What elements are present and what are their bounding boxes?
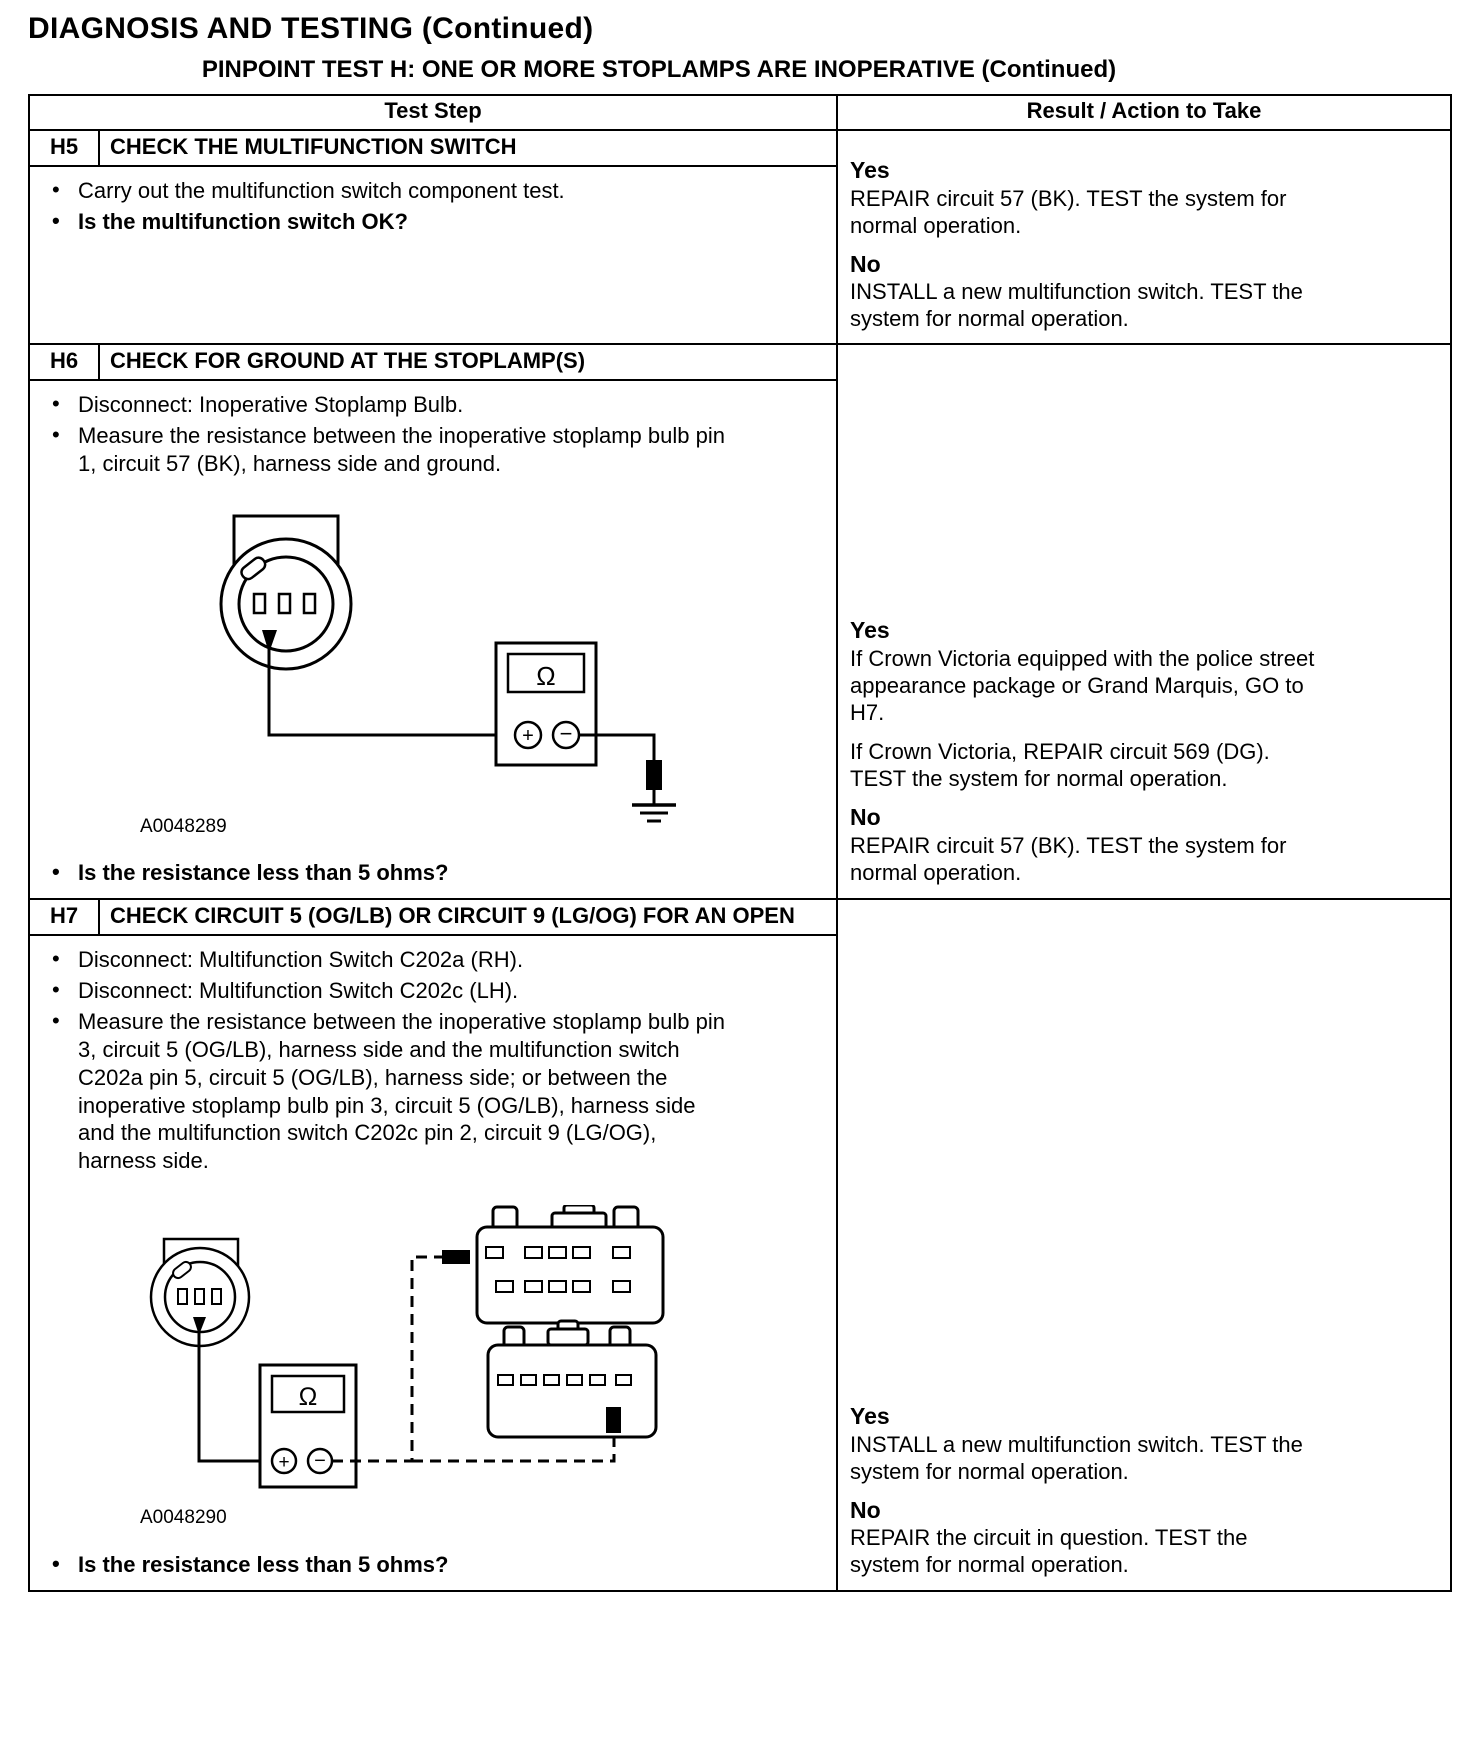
connector-c202a-icon (477, 1205, 663, 1323)
connectors-multimeter-test-diagram (136, 1205, 686, 1530)
probe-tip (442, 1250, 470, 1264)
bulb-socket-icon (151, 1239, 249, 1346)
result-no-label: No (850, 250, 881, 277)
ohm-symbol: Ω (536, 660, 556, 691)
table-row (29, 899, 1451, 935)
step-id-h6: H6 (29, 344, 99, 380)
step-bullet: • Disconnect: Multifunction Switch C202a (RH). (36, 946, 728, 974)
step-bullet: • Measure the resistance between the inoperative stoplamp bulb pin 1, circuit 57 (BK), harness side and ground. (36, 422, 728, 478)
probe-tip (646, 760, 662, 790)
figure-h7 (136, 1205, 830, 1536)
result-yes-label: Yes (850, 157, 890, 183)
result-no-label: No (850, 1496, 881, 1523)
multimeter-icon (496, 643, 596, 765)
figure-label: A0048290 (140, 1507, 227, 1529)
table-row (29, 130, 1451, 166)
result-cell-h6 (837, 344, 1451, 899)
page-title: DIAGNOSIS AND TESTING (Continued) (28, 12, 594, 45)
figure-label: A0048289 (140, 815, 227, 837)
step-id-h7: H7 (29, 899, 99, 935)
result-yes-label: Yes (850, 1402, 890, 1429)
column-header-test-step: Test Step (29, 95, 837, 130)
step-question: • Is the resistance less than 5 ohms? (36, 1552, 830, 1578)
result-yes-label: Yes (850, 617, 890, 644)
result-cell-h7 (837, 899, 1451, 1592)
ohm-symbol: Ω (298, 1383, 318, 1412)
result-no-text: REPAIR the circuit in question. TEST the system for normal operation. (850, 1525, 1248, 1578)
bulb-socket-ground-test-diagram (136, 508, 686, 838)
minus-terminal-label: − (314, 1450, 326, 1473)
step-list (36, 391, 830, 478)
step-bullet: • Carry out the multifunction switch component test. (36, 177, 728, 205)
step-bullet: • Disconnect: Multifunction Switch C202c (LH). (36, 977, 728, 1005)
step-question: • Is the resistance less than 5 ohms? (36, 860, 830, 886)
result-yes-text: REPAIR circuit 57 (BK). TEST the system for normal operation. (850, 185, 1287, 238)
plus-terminal-label: + (278, 1452, 290, 1474)
multimeter-icon (260, 1365, 356, 1487)
result-no-text: INSTALL a new multifunction switch. TEST the system for normal operation. (850, 279, 1303, 332)
step-list (36, 177, 830, 236)
step-body-h5 (29, 166, 837, 344)
result-cell-h5 (837, 130, 1451, 344)
step-body-h6 (29, 380, 837, 899)
step-body-h7 (29, 935, 837, 1592)
result-yes-text: INSTALL a new multifunction switch. TEST the system for normal operation. (850, 1431, 1303, 1484)
result-no-text: REPAIR circuit 57 (BK). TEST the system for normal operation. (850, 832, 1287, 885)
pinpoint-test-title: PINPOINT TEST H: ONE OR MORE STOPLAMPS ARE INOPERATIVE (Continued) (201, 56, 1117, 83)
step-title-h6: CHECK FOR GROUND AT THE STOPLAMP(S) (99, 344, 837, 380)
plus-terminal-label: + (522, 724, 534, 747)
step-list (36, 946, 830, 1176)
bulb-socket-icon (221, 516, 351, 669)
pinpoint-test-table (28, 94, 1452, 1592)
table-row (29, 344, 1451, 380)
step-title-h5: CHECK THE MULTIFUNCTION SWITCH (99, 130, 837, 166)
table-header-row (29, 95, 1451, 130)
ground-symbol-icon (632, 790, 676, 821)
result-yes-text-2: If Crown Victoria, REPAIR circuit 569 (DG). TEST the system for normal operation. (850, 739, 1270, 792)
step-title-h7: CHECK CIRCUIT 5 (OG/LB) OR CIRCUIT 9 (LG/OG) FOR AN OPEN (99, 899, 837, 935)
step-id-h5: H5 (29, 130, 99, 166)
column-header-result: Result / Action to Take (837, 95, 1451, 130)
result-yes-text-1: If Crown Victoria equipped with the police street appearance package or Grand Marquis, GO to H7. (850, 645, 1315, 725)
step-bullet: • Disconnect: Inoperative Stoplamp Bulb. (36, 391, 728, 419)
connector-c202c-icon (488, 1321, 656, 1437)
minus-terminal-label: − (559, 720, 573, 746)
result-no-label: No (850, 804, 881, 831)
step-bullet: • Measure the resistance between the inoperative stoplamp bulb pin 3, circuit 5 (OG/LB), harness side and the multifunction switch C202a pin 5, circuit 5 (OG/LB), harness side; or between the inoperative stoplamp bulb pin 3, circuit 5 (OG/LB), harness side and the multifunction switch C202c pin 2, circuit 9 (LG/OG), harness side. (36, 1008, 728, 1176)
step-question: • Is the multifunction switch OK? (36, 208, 728, 236)
figure-h6 (136, 508, 830, 844)
